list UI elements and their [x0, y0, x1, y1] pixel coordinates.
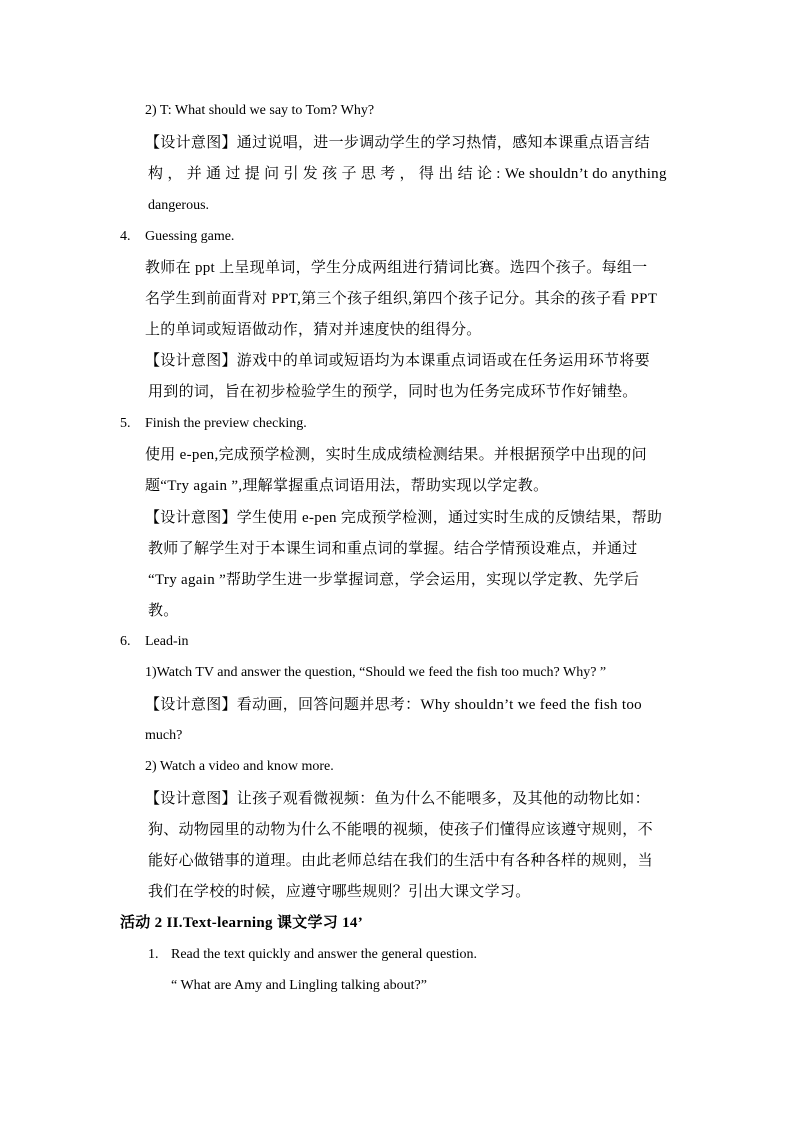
design-intent-5-line-4: 我们在学校的时候，应遵守哪些规则？引出大课文学习。 — [148, 884, 531, 900]
design-intent-4-line-2: much? — [145, 728, 183, 743]
design-intent-3-line-2: 教师了解学生对于本课生词和重点词的掌握。结合学情预设难点，并通过 — [148, 541, 638, 557]
design-intent-3-line-4: 教。 — [148, 603, 179, 619]
design-intent-3-line-3: “Try again ”帮助学生进一步掌握词意，学会运用，实现以学定教、先学后 — [148, 572, 640, 588]
item-5-title: Finish the preview checking. — [145, 416, 307, 431]
item-6-line-1: 1)Watch TV and answer the question, “Should we feed the fish too much? Why? ” — [145, 665, 607, 680]
item-4-line-3: 上的单词或短语做动作，猜对并速度快的组得分。 — [145, 322, 482, 338]
design-intent-5-line-3: 能好心做错事的道理。由此老师总结在我们的生活中有各种各样的规则，当 — [148, 853, 653, 869]
design-intent-5-line-1: 【设计意图】让孩子观看微视频：鱼为什么不能喂多，及其他的动物比如： — [145, 791, 650, 807]
activity-2-heading: 活动 2 II.Text-learning 课文学习 14’ — [120, 915, 364, 931]
design-intent-1-line-1: 【设计意图】通过说唱，进一步调动学生的学习热情，感知本课重点语言结 — [145, 135, 650, 151]
design-intent-1-line-3: dangerous. — [148, 198, 210, 213]
item-6-number: 6. — [120, 634, 131, 649]
item-6-line-2: 2) Watch a video and know more. — [145, 759, 334, 774]
item-4-number: 4. — [120, 229, 131, 244]
item-5-number: 5. — [120, 416, 131, 431]
design-intent-2-line-1: 【设计意图】游戏中的单词或短语均为本课重点词语或在任务运用环节将要 — [145, 353, 650, 369]
text-item-1-question: “ What are Amy and Lingling talking about?” — [171, 978, 427, 993]
item-4-title: Guessing game. — [145, 229, 235, 244]
item-5-line-1: 使用 e-pen,完成预学检测，实时生成成绩检测结果。并根据预学中出现的问 — [145, 447, 647, 463]
design-intent-4-line-1: 【设计意图】看动画，回答问题并思考：Why shouldn’t we feed the fish too — [145, 697, 642, 713]
item-6-title: Lead-in — [145, 634, 189, 649]
item-4-line-1: 教师在 ppt 上呈现单词，学生分成两组进行猜词比赛。选四个孩子。每组一 — [145, 260, 648, 276]
step-2-question: 2) T: What should we say to Tom? Why? — [145, 103, 375, 118]
design-intent-3-line-1: 【设计意图】学生使用 e-pen 完成预学检测，通过实时生成的反馈结果，帮助 — [145, 510, 663, 526]
design-intent-2-line-2: 用到的词，旨在初步检验学生的预学，同时也为任务完成环节作好铺垫。 — [148, 384, 638, 400]
item-5-line-2: 题“Try again ”,理解掌握重点词语用法，帮助实现以学定教。 — [145, 478, 549, 494]
design-intent-1-line-2: 构 ， 并 通 过 提 问 引 发 孩 子 思 考 ， 得 出 结 论 : We shouldn’t do anything — [148, 166, 667, 182]
text-item-1-title: Read the text quickly and answer the general question. — [171, 947, 477, 962]
item-4-line-2: 名学生到前面背对 PPT,第三个孩子组织,第四个孩子记分。其余的孩子看 PPT — [145, 291, 658, 307]
design-intent-5-line-2: 狗、动物园里的动物为什么不能喂的视频，使孩子们懂得应该遵守规则，不 — [148, 822, 653, 838]
text-item-1-number: 1. — [148, 947, 159, 962]
